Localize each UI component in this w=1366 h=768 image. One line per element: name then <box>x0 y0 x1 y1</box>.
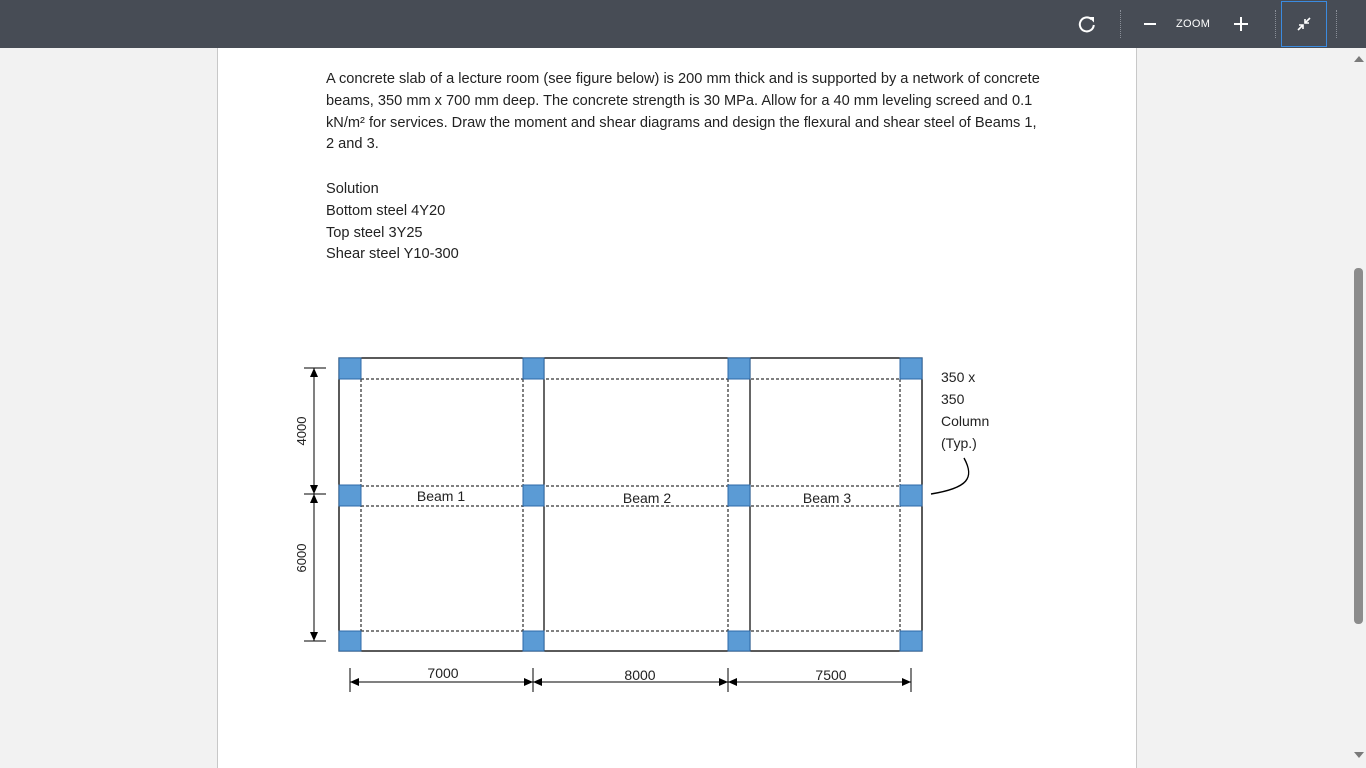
column <box>339 485 361 506</box>
toolbar-separator <box>1336 10 1337 38</box>
solution-heading: Solution <box>326 181 379 197</box>
zoom-out-button[interactable] <box>1138 0 1162 48</box>
vertical-dimensions <box>304 368 326 641</box>
column-note-line: 350 <box>941 391 965 407</box>
column <box>339 631 361 651</box>
toolbar-separator <box>1120 10 1121 38</box>
column <box>900 485 922 506</box>
solution-line: Bottom steel 4Y20 <box>326 202 446 219</box>
plus-icon <box>1233 16 1249 32</box>
dimension-label: 4000 <box>294 416 309 446</box>
collapse-icon <box>1295 15 1313 33</box>
column-note-line: 350 x <box>941 369 976 385</box>
dimension-label: 7500 <box>815 667 847 683</box>
toolbar-separator <box>1275 10 1276 38</box>
exit-fullscreen-control[interactable] <box>1282 0 1326 48</box>
dimension-label: 7000 <box>427 665 459 681</box>
column <box>339 358 361 379</box>
column <box>523 358 544 379</box>
callout-leader <box>931 458 969 494</box>
beam-label: Beam 3 <box>802 490 852 506</box>
solution-line: Top steel 3Y25 <box>326 224 423 241</box>
dimension-label: 8000 <box>624 667 656 683</box>
column <box>900 631 922 651</box>
column <box>900 358 922 379</box>
viewer-toolbar <box>0 0 1366 48</box>
column-note-line: (Typ.) <box>941 435 977 451</box>
zoom-in-button[interactable] <box>1229 0 1253 48</box>
column <box>523 631 544 651</box>
column <box>523 485 544 506</box>
column <box>728 485 750 506</box>
column <box>728 358 750 379</box>
scroll-down-arrow-icon[interactable] <box>1353 750 1365 760</box>
column-note-line: Column <box>941 413 990 429</box>
dimension-label: 6000 <box>294 543 309 573</box>
scroll-up-arrow-icon[interactable] <box>1353 54 1365 64</box>
beam-label: Beam 1 <box>416 488 466 504</box>
scrollbar-thumb[interactable] <box>1354 268 1363 624</box>
zoom-label: ZOOM <box>1176 18 1211 30</box>
column <box>728 631 750 651</box>
problem-text: A concrete slab of a lecture room (see figure below) is 200 mm thick and is supported by a network of concrete beams, 350 mm x 700 mm deep. The concrete strength is 30 MPa. Allow for a 40 mm leveling screed and 0.1 kN/m² for services. Draw the moment and shear diagrams and design the flexural and shear steel of Beams 1, 2 and 3. <box>326 71 1040 153</box>
rotate-button[interactable] <box>1070 0 1104 48</box>
solution-line: Shear steel Y10-300 <box>326 246 459 263</box>
rotate-icon <box>1077 14 1097 34</box>
minus-icon <box>1143 17 1157 31</box>
beam-label: Beam 2 <box>622 490 672 506</box>
